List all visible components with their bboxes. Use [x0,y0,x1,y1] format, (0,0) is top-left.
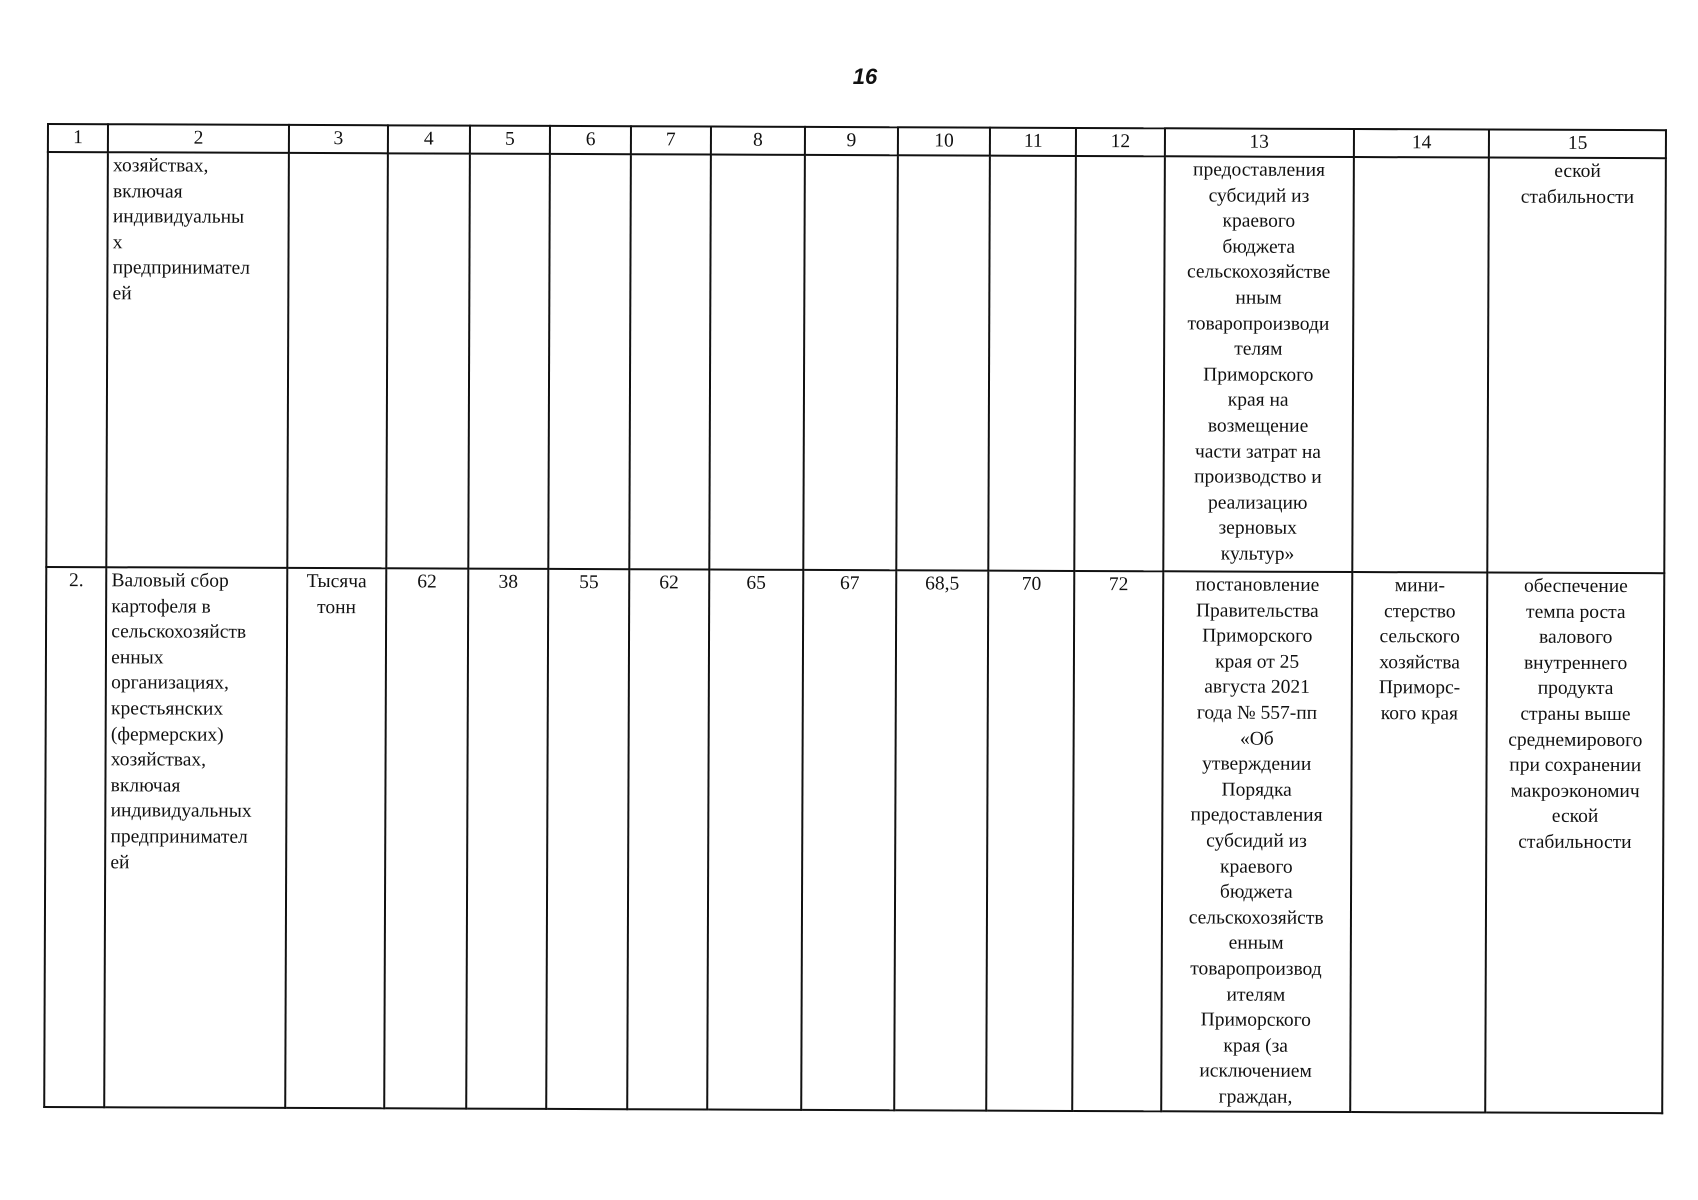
column-number-3: 3 [289,125,388,153]
cell-value-7 [629,154,710,569]
cell-value-6 [549,154,631,569]
cell-unit: Тысяча тонн [285,568,386,1108]
cell-value-11 [989,156,1077,571]
cell-legal-basis: предоставления субсидий из краевого бюджета сельскохозяйстве нным товаропроизводи телям Приморского края на возмещение части затрат на производство и реализацию зерновых культур» [1163,156,1354,572]
cell-value-11: 70 [987,571,1075,1111]
cell-unit [287,153,388,568]
column-number-13: 13 [1164,128,1353,157]
column-number-7: 7 [631,126,711,154]
cell-responsible [1352,157,1489,573]
cell-value-4: 62 [384,568,468,1108]
column-number-12: 12 [1076,128,1164,156]
cell-indicator-name: хозяйствах, включая индивидуальны х предпринимател ей [107,152,289,568]
cell-legal-basis: постановление Правительства Приморского края от 25 августа 2021 года № 557-пп «Об утверждении Порядка предоставления субсидий из краевого бюджета сельскохозяйств енным товаропроизвод ителям Приморского края (за исключением граждан, [1161,571,1352,1112]
column-number-6: 6 [550,126,631,154]
cell-value-7: 62 [627,569,709,1109]
column-number-15: 15 [1489,130,1666,159]
cell-value-12 [1075,156,1165,571]
cell-value-8 [709,155,805,570]
column-number-11: 11 [990,128,1076,156]
column-number-9: 9 [805,127,898,155]
cell-number: 2. [44,567,106,1107]
cell-indicator-name: Валовый сбор картофеля в сельскохозяйств енных организациях, крестьянских (фермерских) хозяйствах, включая индивидуальных предпринимател ей [104,567,287,1108]
column-number-2: 2 [108,124,289,153]
cell-value-5: 38 [466,569,549,1109]
cell-value-9 [804,155,898,570]
column-number-8: 8 [710,127,805,155]
cell-value-8: 65 [707,570,804,1110]
cell-value-9: 67 [801,570,896,1110]
cell-responsible: мини- стерство сельского хозяйства Приморс- кого края [1350,572,1488,1113]
column-number-10: 10 [898,127,991,155]
cell-goal: обеспечение темпа роста валового внутреннего продукта страны выше среднемирового при сохранении макроэкономич еской стабильности [1486,573,1665,1114]
table-row-2 [44,567,1664,1113]
indicators-table [43,123,1667,1114]
column-number-1: 1 [48,124,108,152]
column-number-4: 4 [388,125,470,153]
column-number-5: 5 [470,126,551,154]
cell-value-4 [386,153,469,568]
cell-goal: еской стабильности [1488,158,1666,574]
column-number-14: 14 [1354,129,1490,158]
cell-value-5 [468,154,550,569]
table-row-continued [46,152,1666,573]
cell-number [46,152,108,567]
cell-value-10: 68,5 [894,570,989,1110]
cell-value-10 [896,155,990,570]
cell-value-12: 72 [1073,571,1163,1111]
page-number: 16 [852,64,878,89]
cell-value-6: 55 [547,569,630,1109]
